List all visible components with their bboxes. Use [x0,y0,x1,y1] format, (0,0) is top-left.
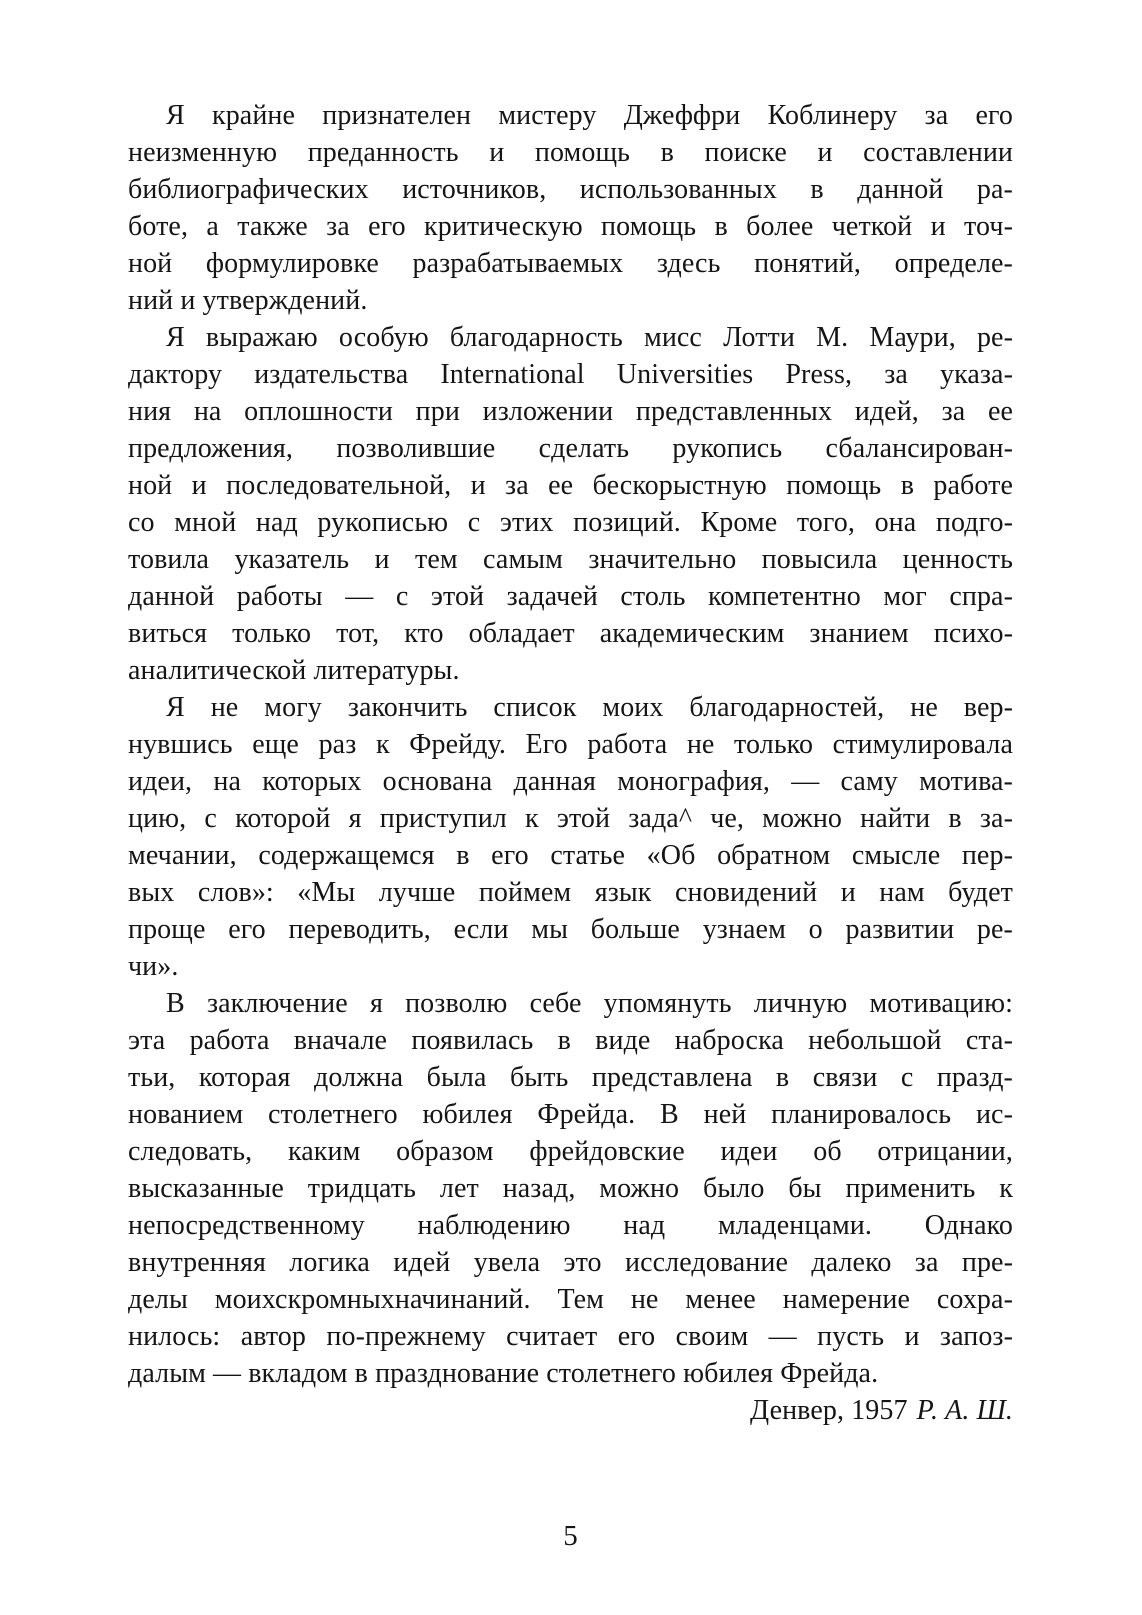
text-line: далым — вкладом в празднование столетнего юбилея Фрейда. [128,1358,879,1389]
signature-initials: Р. А. Ш. [916,1395,1013,1426]
text-line: Я не могу закончить список моих благодарностей, не вер- [166,692,1013,723]
text-line: высказанные тридцать лет назад, можно было бы применить к [128,1173,1013,1204]
text-line: эта работа вначале появилась в виде наброска небольшой ста- [128,1025,1013,1056]
text-line: Я крайне признателен мистеру Джеффри Коблинеру за его [166,100,1013,131]
text-line: ния на оплошности при изложении представленных идей, за ее [128,396,1013,427]
text-line: ний и утверждений. [128,285,368,316]
text-line: мечании, содержащемся в его статье «Об обратном смысле пер- [128,840,1013,871]
text-line: тьи, которая должна была быть представлена в связи с празд- [128,1062,1013,1093]
paragraph [128,985,1013,1392]
text-line: чи». [128,951,179,982]
text-line: непосредственному наблюдению над младенцами. Однако [128,1210,1013,1241]
text-line: боте, а также за его критическую помощь в более четкой и точ- [128,211,1013,242]
signature-line [128,1392,1013,1429]
text-line: дактору издательства International Universities Press, за указа- [128,359,1013,390]
text-line: нилось: автор по-прежнему считает его своим — пусть и запоз- [128,1321,1013,1352]
text-line: идеи, на которых основана данная монография, — саму мотива- [128,766,1013,797]
text-line: библиографических источников, использованных в данной ра- [128,174,1013,205]
paragraph [128,97,1013,319]
page-text-block [128,97,1013,1429]
text-line: делы моихскромныхначинаний. Тем не менее намерение сохра- [128,1284,1013,1315]
text-line: предложения, позволившие сделать рукопись сбалансирован- [128,433,1013,464]
text-line: виться только тот, кто обладает академическим знанием психо- [128,618,1013,649]
text-line: со мной над рукописью с этих позиций. Кроме того, она подго- [128,507,1013,538]
text-line: ной формулировке разрабатываемых здесь понятий, определе- [128,248,1013,279]
text-line: цию, с которой я приступил к этой зада^ че, можно найти в за- [128,803,1013,834]
text-line: ной и последовательной, и за ее бескорыстную помощь в работе [128,470,1013,501]
text-line: данной работы — с этой задачей столь компетентно мог спра- [128,581,1013,612]
text-line: следовать, каким образом фрейдовские идеи об отрицании, [128,1136,1013,1167]
text-line: внутренняя логика идей увела это исследование далеко за пре- [128,1247,1013,1278]
text-line: В заключение я позволю себе упомянуть личную мотивацию: [166,988,1013,1019]
page-number: 5 [563,1520,578,1552]
signature-place-year: Денвер, 1957 [750,1395,908,1426]
text-line: товила указатель и тем самым значительно повысила ценность [128,544,1013,575]
paragraph [128,689,1013,985]
text-line: аналитической литературы. [128,655,460,686]
paragraph [128,319,1013,689]
text-line: Я выражаю особую благодарность мисс Лотти М. Маури, ре- [166,322,1013,353]
text-line: нованием столетнего юбилея Фрейда. В ней планировалось ис- [128,1099,1013,1130]
text-line: проще его переводить, если мы больше узнаем о развитии ре- [128,914,1013,945]
text-line: неизменную преданность и помощь в поиске и составлении [128,137,1013,168]
text-line: вых слов»: «Мы лучше поймем язык сновидений и нам будет [128,877,1013,908]
text-line: нувшись еще раз к Фрейду. Его работа не только стимулировала [128,729,1013,760]
